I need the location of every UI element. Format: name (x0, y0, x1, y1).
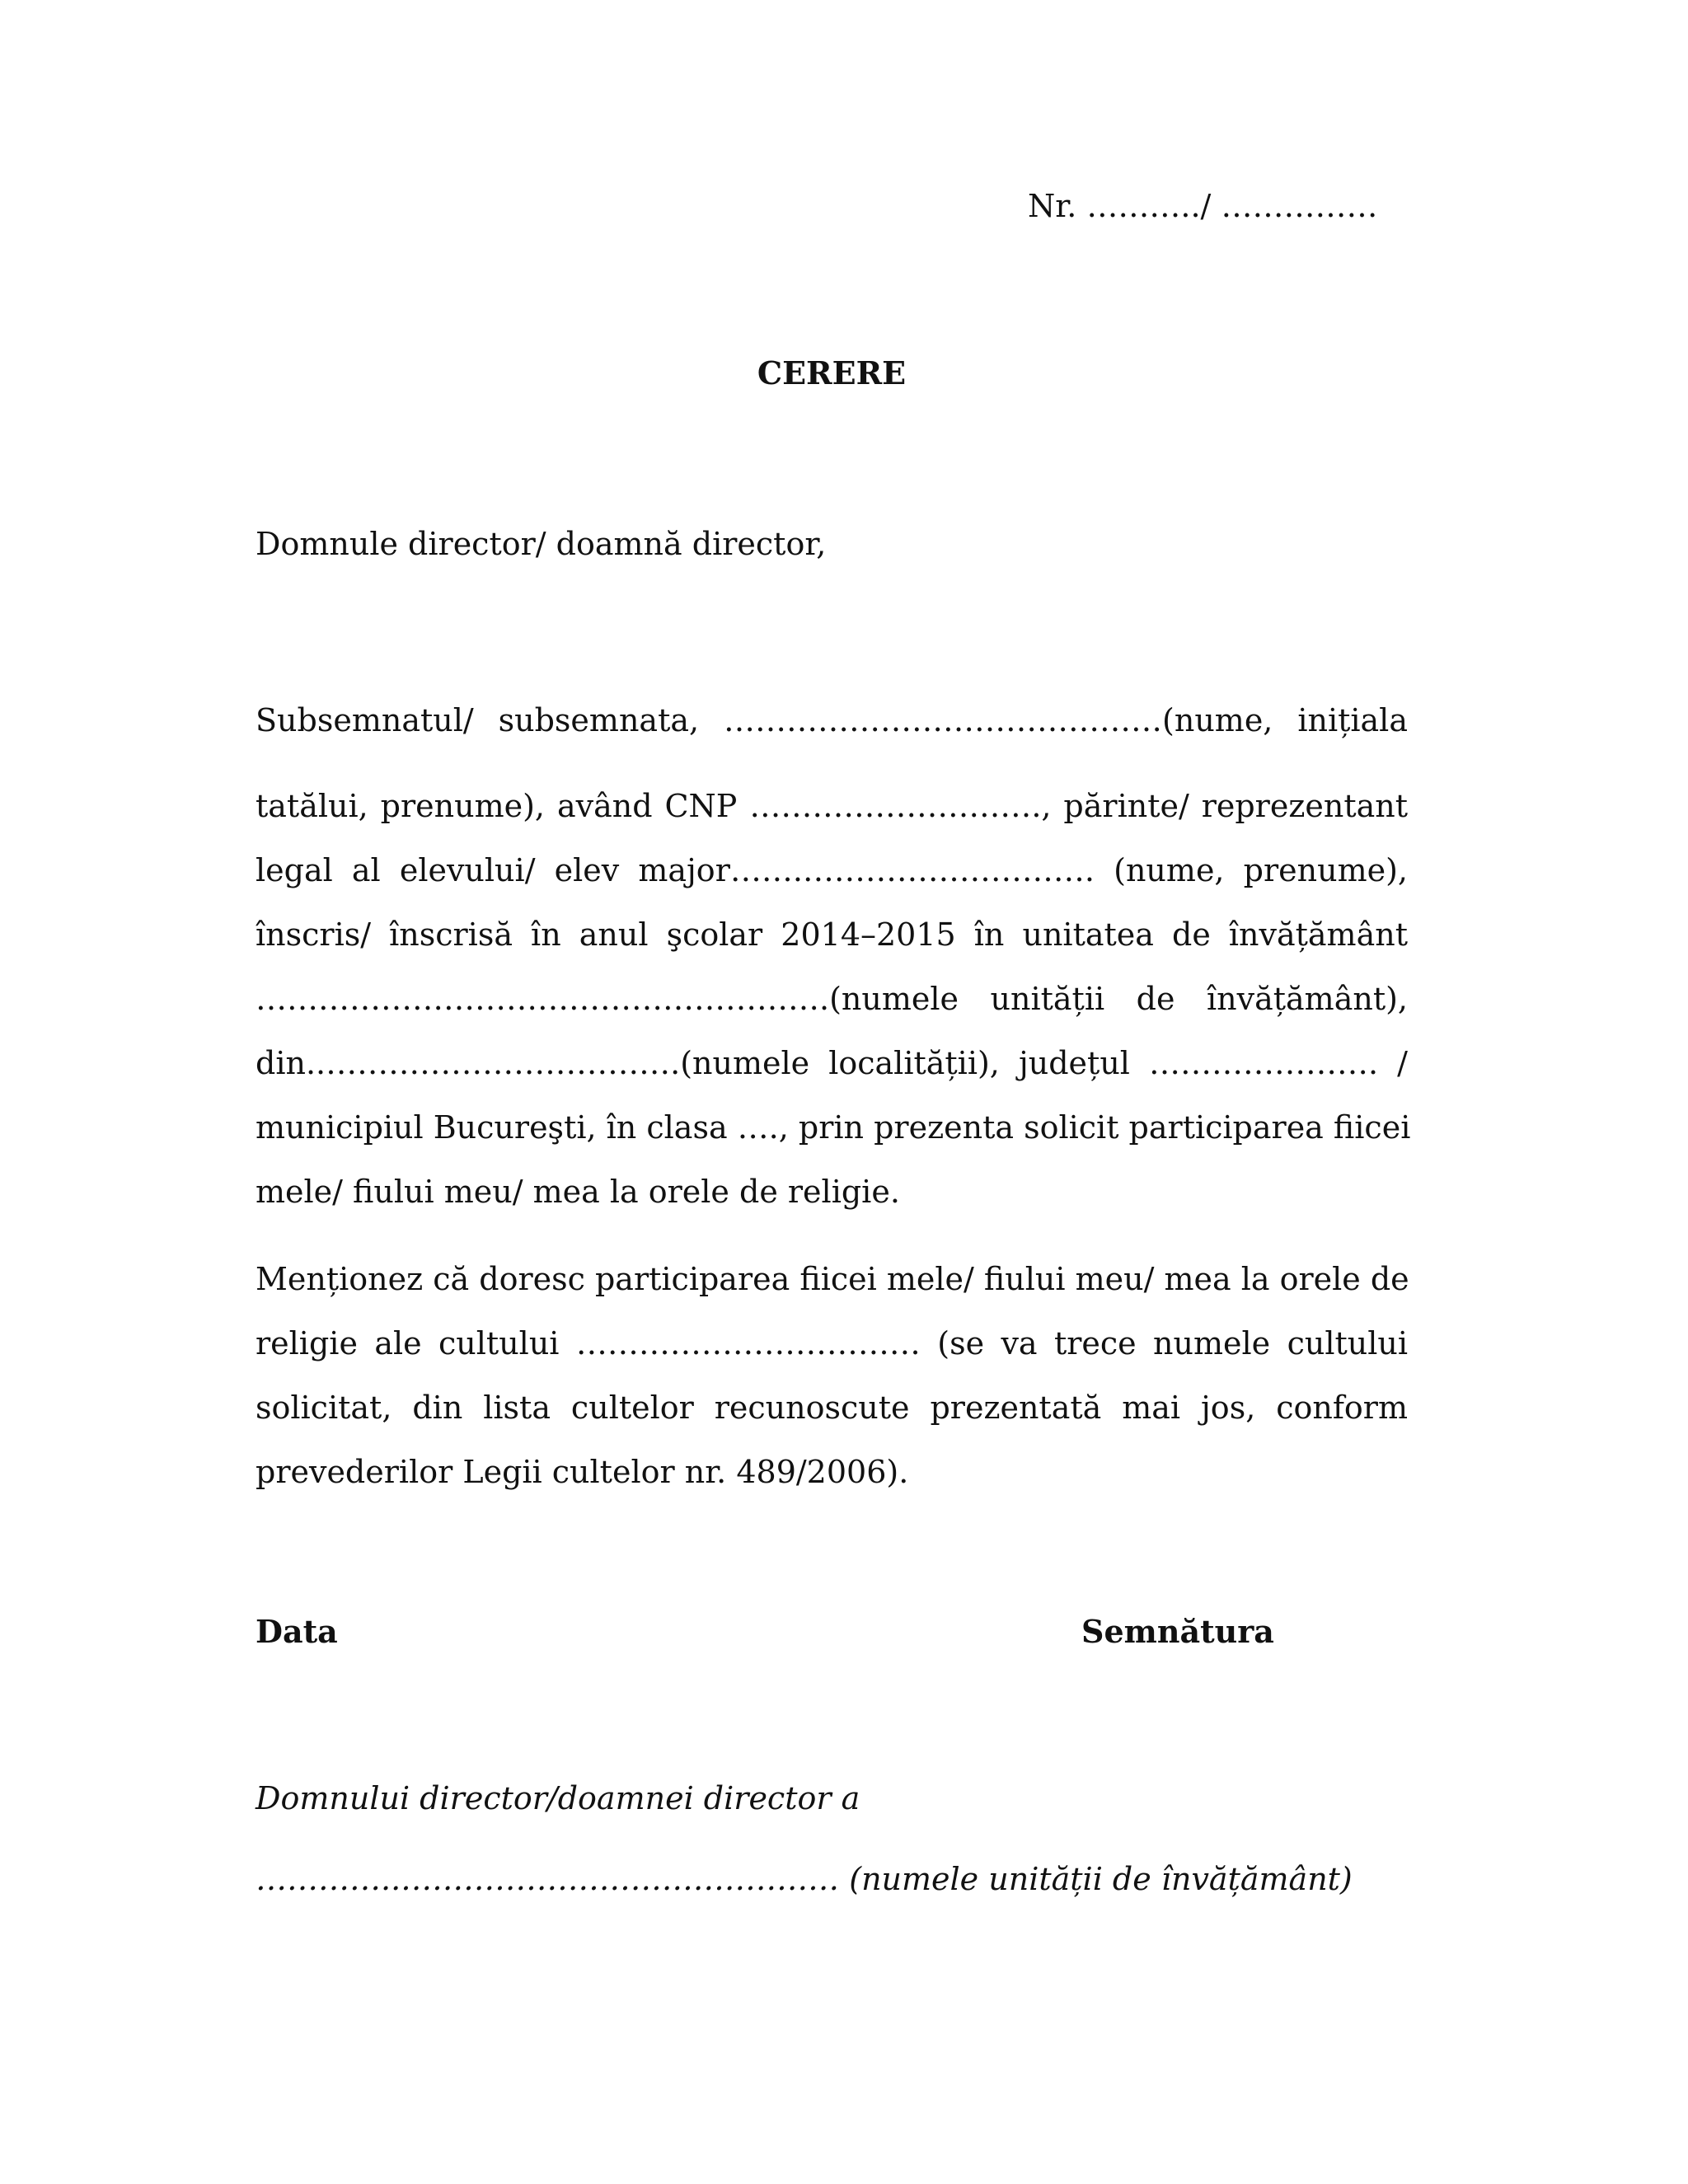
paragraph-line: din..…………………………….(numele localității), județul …………………. / (256, 1045, 1408, 1081)
paragraph-line: prevederilor Legii cultelor nr. 489/2006). (256, 1454, 909, 1490)
addressee-school-line: …………..…………………………………… (numele unității de învățământ) (256, 1861, 1353, 1897)
request-paragraph (256, 688, 1411, 1224)
paragraph-line: Subsemnatul/ subsemnata, ……………………………………(nume, inițiala (256, 702, 1408, 738)
paragraph-line: înscris/ înscrisă în anul şcolar 2014–2015 în unitatea de învățământ (256, 916, 1408, 953)
paragraph-line: tatălui, prenume), având CNP ………………………., părinte/ reprezentant (256, 788, 1408, 824)
signature-label: Semnătura (1081, 1613, 1274, 1650)
paragraph-line: municipiul Bucureşti, în clasa …., prin prezenta solicit participarea fiicei (256, 1109, 1411, 1146)
registration-number-line: Nr. ………../ …………… (1028, 188, 1378, 224)
paragraph-line: religie ale cultului …………………………… (se va trece numele cultului (256, 1325, 1408, 1361)
date-label: Data (256, 1613, 338, 1650)
salutation: Domnule director/ doamnă director, (256, 526, 827, 562)
addressee-line: Domnului director/doamnei director a (256, 1780, 860, 1816)
paragraph-line: legal al elevului/ elev major…….………………………. (nume, prenume), (256, 852, 1408, 888)
paragraph-line: solicitat, din lista cultelor recunoscute prezentată mai jos, conform (256, 1390, 1408, 1426)
paragraph-line: Menționez că doresc participarea fiicei mele/ fiului meu/ mea la orele de (256, 1261, 1409, 1297)
paragraph-line: ……………………………………………….(numele unității de învățământ), (256, 981, 1408, 1017)
document-title: CERERE (757, 354, 907, 391)
mention-paragraph (256, 1247, 1408, 1504)
paragraph-line: mele/ fiului meu/ mea la orele de religie. (256, 1174, 900, 1210)
